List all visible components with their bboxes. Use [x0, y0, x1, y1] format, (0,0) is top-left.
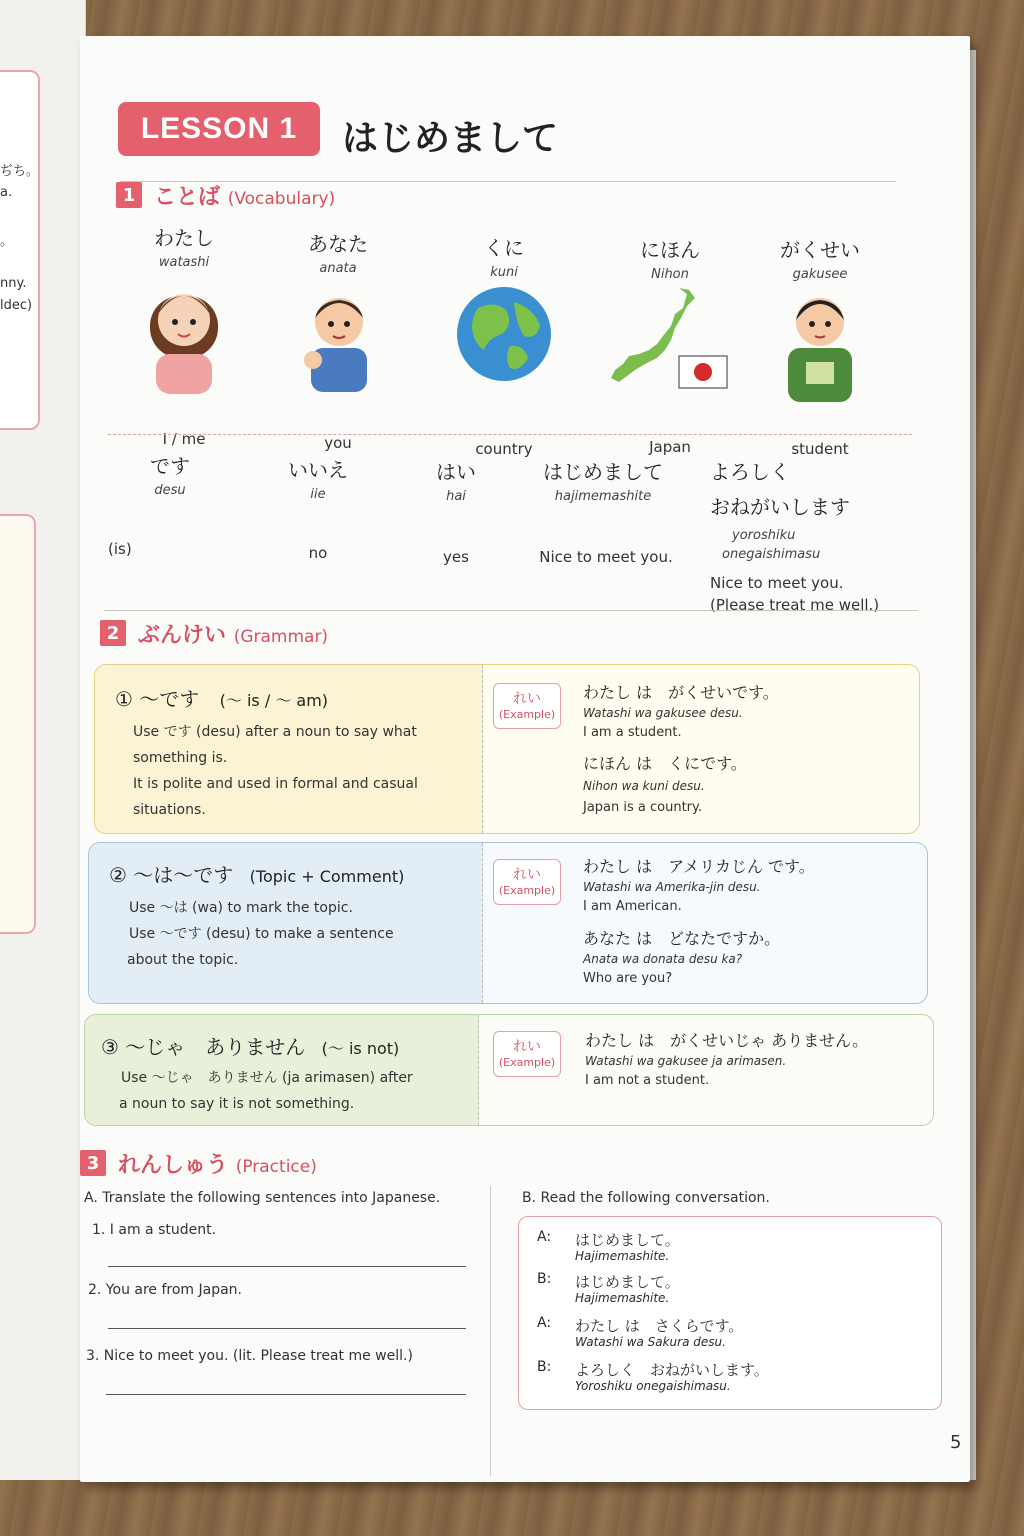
example-en: Japan is a country.	[583, 800, 702, 815]
vocab-watashi	[124, 222, 244, 448]
line-romaji: Hajimemashite.	[575, 1249, 670, 1263]
section-2-title-jp: ぶんけい	[138, 623, 227, 648]
line-romaji: Hajimemashite.	[575, 1291, 670, 1305]
practice-b-instruction: B. Read the following conversation.	[522, 1190, 770, 1206]
speaker: A:	[537, 1229, 552, 1245]
vocab-jp-line2: おねがいします	[710, 495, 850, 519]
grammar-2-heading	[109, 859, 404, 888]
grammar-3-explanation	[121, 1065, 471, 1117]
grammar-2-example-1	[583, 857, 815, 917]
japan-map-flag-icon	[605, 284, 735, 398]
vocab-en-line1: Nice to meet you.	[710, 574, 844, 592]
vocab-en: you	[324, 434, 352, 452]
left-page-text-4: nny.	[0, 276, 27, 291]
vocab-en: no	[308, 544, 328, 562]
vocab-en: Japan	[649, 438, 691, 456]
grammar-3-pattern: ③ 〜じゃ ありません	[101, 1035, 306, 1059]
left-page-text-2: a.	[0, 185, 13, 200]
example-label-jp: れい	[513, 1039, 541, 1055]
vocab-gakusee	[760, 234, 880, 458]
example-label-en: (Example)	[498, 1056, 556, 1069]
vocab-jp: あなた	[308, 232, 368, 256]
vocab-nihon	[600, 234, 740, 456]
section-2-title	[138, 618, 328, 649]
vocab-romaji: kuni	[490, 265, 518, 280]
vocab-romaji: gakusee	[792, 267, 848, 282]
example-jp: わたし は がくせいじゃ ありません。	[585, 1031, 869, 1050]
grammar-1-example-2	[583, 753, 747, 819]
practice-a-item-1: 1. I am a student.	[92, 1222, 217, 1238]
grammar-3-line-2: a noun to say it is not something.	[119, 1096, 355, 1112]
vocab-en: yes	[443, 548, 469, 566]
left-page-edge	[0, 0, 86, 1480]
speaker: B:	[537, 1359, 552, 1375]
vocab-romaji: desu	[154, 483, 186, 498]
grammar-1-pattern: ① 〜です	[115, 687, 200, 711]
grammar-2-pattern: ② 〜は〜です	[109, 863, 234, 887]
vocab-romaji-line1: yoroshiku	[732, 528, 796, 543]
vocab-jp: です	[150, 454, 190, 478]
grammar-1-line-1: Use です (desu) after a noun to say what something is.	[133, 724, 417, 766]
vocab-en: student	[791, 440, 849, 458]
grammar-3-heading	[101, 1031, 399, 1060]
vocab-romaji: iie	[310, 487, 326, 502]
vocab-jp: わたし	[154, 226, 214, 250]
example-en: I am not a student.	[585, 1073, 710, 1088]
line-romaji: Watashi wa Sakura desu.	[575, 1335, 726, 1349]
vocab-romaji: anata	[319, 261, 357, 276]
answer-line-3[interactable]	[106, 1394, 466, 1395]
example-label-en: (Example)	[498, 708, 556, 721]
vocab-yoroshiku	[710, 456, 880, 616]
example-romaji: Nihon wa kuni desu.	[583, 779, 705, 793]
grammar-2-line-2: Use 〜です (desu) to make a sentence	[129, 926, 394, 942]
section-2-number: 2	[100, 620, 126, 646]
vocab-hajimemashite	[526, 456, 680, 566]
example-romaji: Anata wa donata desu ka?	[583, 952, 743, 966]
lesson-title: はじめまして	[342, 118, 559, 159]
example-jp: あなた は どなたですか。	[583, 929, 781, 948]
section-3-number: 3	[80, 1150, 106, 1176]
line-jp: はじめまして。	[575, 1273, 680, 1291]
speaker: B:	[537, 1271, 552, 1287]
example-jp: わたし は アメリカじん です。	[583, 857, 815, 876]
boy-pointing-illustration-icon	[293, 282, 383, 392]
vocab-jp: はい	[436, 460, 476, 484]
student-illustration-icon	[780, 286, 860, 402]
grammar-2-meaning: (Topic + Comment)	[249, 867, 405, 886]
section-3-title-jp: れんしゅう	[118, 1153, 229, 1178]
vocab-en: Nice to meet you.	[539, 548, 673, 566]
vocab-jp: はじめまして	[543, 460, 663, 484]
vocab-jp: にほん	[640, 238, 700, 262]
line-jp: はじめまして。	[575, 1231, 680, 1249]
vocab-en-line2: (Please treat me well.)	[710, 596, 880, 614]
page-number: 5	[950, 1432, 962, 1453]
left-page-box-top	[0, 70, 40, 430]
vocab-romaji: watashi	[158, 255, 210, 270]
example-romaji: Watashi wa gakusee ja arimasen.	[585, 1054, 787, 1068]
example-en: I am a student.	[583, 725, 682, 740]
example-en: Who are you?	[583, 971, 673, 986]
section-2-title-en: (Grammar)	[233, 627, 329, 647]
example-label-2	[493, 859, 561, 905]
vocab-en: (is)	[108, 540, 132, 558]
line-jp: わたし は さくらです。	[575, 1317, 744, 1335]
example-romaji: Watashi wa gakusee desu.	[583, 706, 743, 720]
speaker: A:	[537, 1315, 552, 1331]
section-1-number: 1	[116, 182, 142, 208]
left-page-text-5: ldec)	[0, 298, 33, 313]
section-1-title-en: (Vocabulary)	[227, 189, 336, 209]
section-1-title	[154, 180, 335, 211]
left-page-text-3: 。	[0, 234, 14, 249]
vocab-jp: がくせい	[780, 238, 860, 262]
grammar-3-meaning: (〜 is not)	[321, 1039, 400, 1058]
vocab-jp: くに	[484, 236, 524, 260]
grammar-2-line-3: about the topic.	[127, 952, 239, 968]
grammar-1-heading	[115, 683, 328, 712]
vocab-iie	[268, 454, 368, 562]
textbook-page	[80, 36, 970, 1482]
globe-icon	[454, 284, 554, 384]
vocab-desu	[108, 450, 220, 558]
left-page-text-1: ぢち。	[0, 164, 40, 179]
vocab-anata	[278, 228, 398, 452]
left-page-box-bottom	[0, 514, 36, 934]
section-3-title-en: (Practice)	[235, 1157, 317, 1177]
vocab-kuni	[444, 232, 564, 458]
grammar-1-line-2: It is polite and used in formal and casual situations.	[133, 776, 418, 818]
example-romaji: Watashi wa Amerika-jin desu.	[583, 880, 761, 894]
grammar-3-line-1: Use 〜じゃ ありません (ja arimasen) after	[121, 1070, 413, 1086]
grammar-box-1	[94, 664, 920, 834]
practice-a-item-2: 2. You are from Japan.	[88, 1282, 243, 1298]
woman-illustration-icon	[144, 274, 224, 394]
example-label-1	[493, 683, 561, 729]
section-1-rule	[104, 610, 918, 611]
section-1-title-jp: ことば	[154, 185, 221, 210]
grammar-box-2	[88, 842, 928, 1004]
section-3-title	[118, 1148, 317, 1179]
vocab-romaji-line2: onegaishimasu	[722, 547, 821, 562]
vocab-romaji: Nihon	[651, 267, 689, 282]
example-jp: わたし は がくせいです。	[583, 683, 779, 702]
vocab-divider	[108, 434, 912, 435]
grammar-3-example-1	[585, 1031, 868, 1091]
example-label-jp: れい	[513, 691, 541, 707]
lesson-badge: LESSON 1	[118, 102, 320, 156]
vocab-romaji: hajimemashite	[554, 489, 652, 504]
grammar-2-example-2	[583, 929, 780, 989]
vocab-hai	[406, 456, 506, 566]
grammar-box-3	[84, 1014, 934, 1126]
vocab-jp: いいえ	[288, 458, 348, 482]
example-label-3	[493, 1031, 561, 1077]
line-romaji: Yoroshiku onegaishimasu.	[575, 1379, 731, 1393]
grammar-1-explanation	[133, 719, 483, 823]
conversation-box	[518, 1216, 942, 1410]
answer-line-2[interactable]	[108, 1328, 466, 1329]
example-en: I am American.	[583, 899, 682, 914]
practice-a-item-3: 3. Nice to meet you. (lit. Please treat me well.)	[86, 1348, 413, 1364]
vocab-romaji: hai	[446, 489, 466, 504]
vocab-jp-line1: よろしく	[710, 460, 790, 484]
grammar-1-example-1	[583, 683, 779, 743]
practice-a-instruction: A. Translate the following sentences into Japanese.	[84, 1190, 441, 1206]
line-jp: よろしく おねがいします。	[575, 1361, 769, 1379]
grammar-1-meaning: (〜 is / 〜 am)	[219, 691, 329, 710]
example-label-jp: れい	[513, 867, 541, 883]
vocab-en: I / me	[162, 430, 206, 448]
example-label-en: (Example)	[498, 884, 556, 897]
answer-line-1[interactable]	[108, 1266, 466, 1267]
grammar-2-explanation	[129, 895, 479, 973]
grammar-2-line-1: Use 〜は (wa) to mark the topic.	[129, 900, 353, 916]
practice-column-divider	[490, 1186, 491, 1476]
vocab-en: country	[475, 440, 533, 458]
example-jp: にほん は くにです。	[583, 754, 747, 773]
